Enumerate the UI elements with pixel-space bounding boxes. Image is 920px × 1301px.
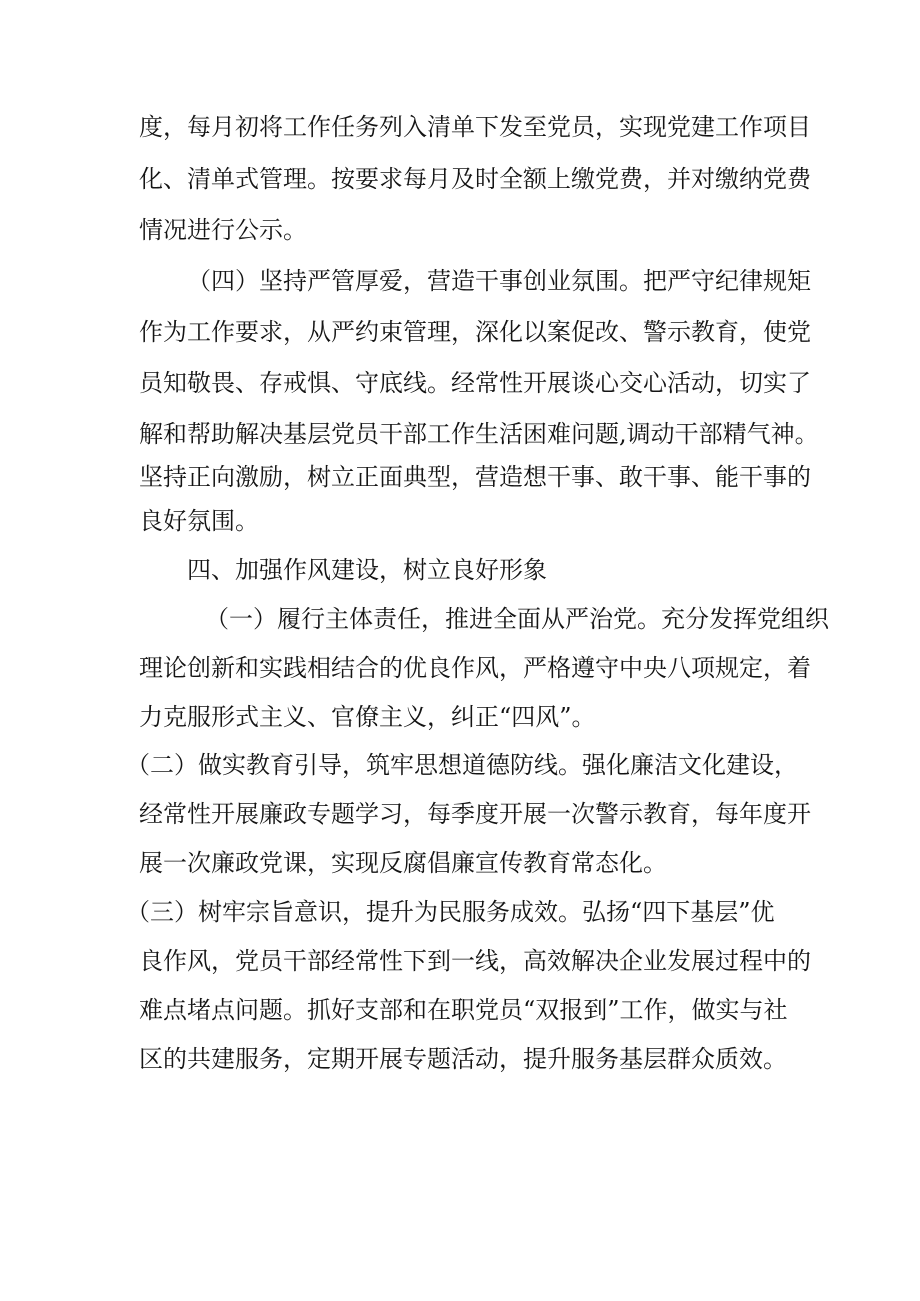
text-line-15: 经常性开展廉政专题学习，每季度开展一次警示教育，每年度开 <box>139 800 811 828</box>
text-line-4: （四）坚持严管厚爱，营造干事创业氛围。把严守纪律规矩 <box>187 267 811 295</box>
text-line-13: 力克服形式主义、官僚主义，纠正“四风”。 <box>139 703 596 731</box>
text-line-5: 作为工作要求，从严约束管理，深化以案促改、警示教育，使党 <box>139 318 811 346</box>
text-line-16: 展一次廉政党课，实现反腐倡廉宣传教育常态化。 <box>139 849 667 877</box>
section-heading: 四、加强作风建设，树立良好形象 <box>187 556 547 584</box>
text-line-17: （三）树牢宗旨意识，提升为民服务成效。弘扬“四下基层”优 <box>126 898 775 926</box>
text-line-20: 区的共建服务，定期开展专题活动，提升服务基层群众质效。 <box>139 1045 787 1073</box>
text-line-3: 情况进行公示。 <box>139 216 307 244</box>
text-line-19: 难点堵点问题。抓好支部和在职党员“双报到”工作，做实与社 <box>139 996 788 1024</box>
text-line-12: 理论创新和实践相结合的优良作风，严格遵守中央八项规定，着 <box>139 654 811 682</box>
text-line-6: 员知敬畏、存戒惧、守底线。经常性开展谈心交心活动，切实了 <box>139 369 811 397</box>
text-line-11: （一）履行主体责任，推进全面从严治党。充分发挥党组织 <box>205 605 829 633</box>
text-line-2: 化、清单式管理。按要求每月及时全额上缴党费，并对缴纳党费 <box>139 165 811 193</box>
text-line-1: 度，每月初将工作任务列入清单下发至党员，实现党建工作项目 <box>139 113 811 141</box>
text-line-14: （二）做实教育引导，筑牢思想道德防线。强化廉洁文化建设， <box>126 751 798 779</box>
text-line-8: 坚持正向激励，树立正面典型，营造想干事、敢干事、能干事的 <box>139 463 811 491</box>
text-line-7: 解和帮助解决基层党员干部工作生活困难问题,调动干部精气神。 <box>139 420 819 448</box>
text-line-9: 良好氛围。 <box>139 507 259 535</box>
text-line-18: 良作风，党员干部经常性下到一线，高效解决企业发展过程中的 <box>139 947 811 975</box>
